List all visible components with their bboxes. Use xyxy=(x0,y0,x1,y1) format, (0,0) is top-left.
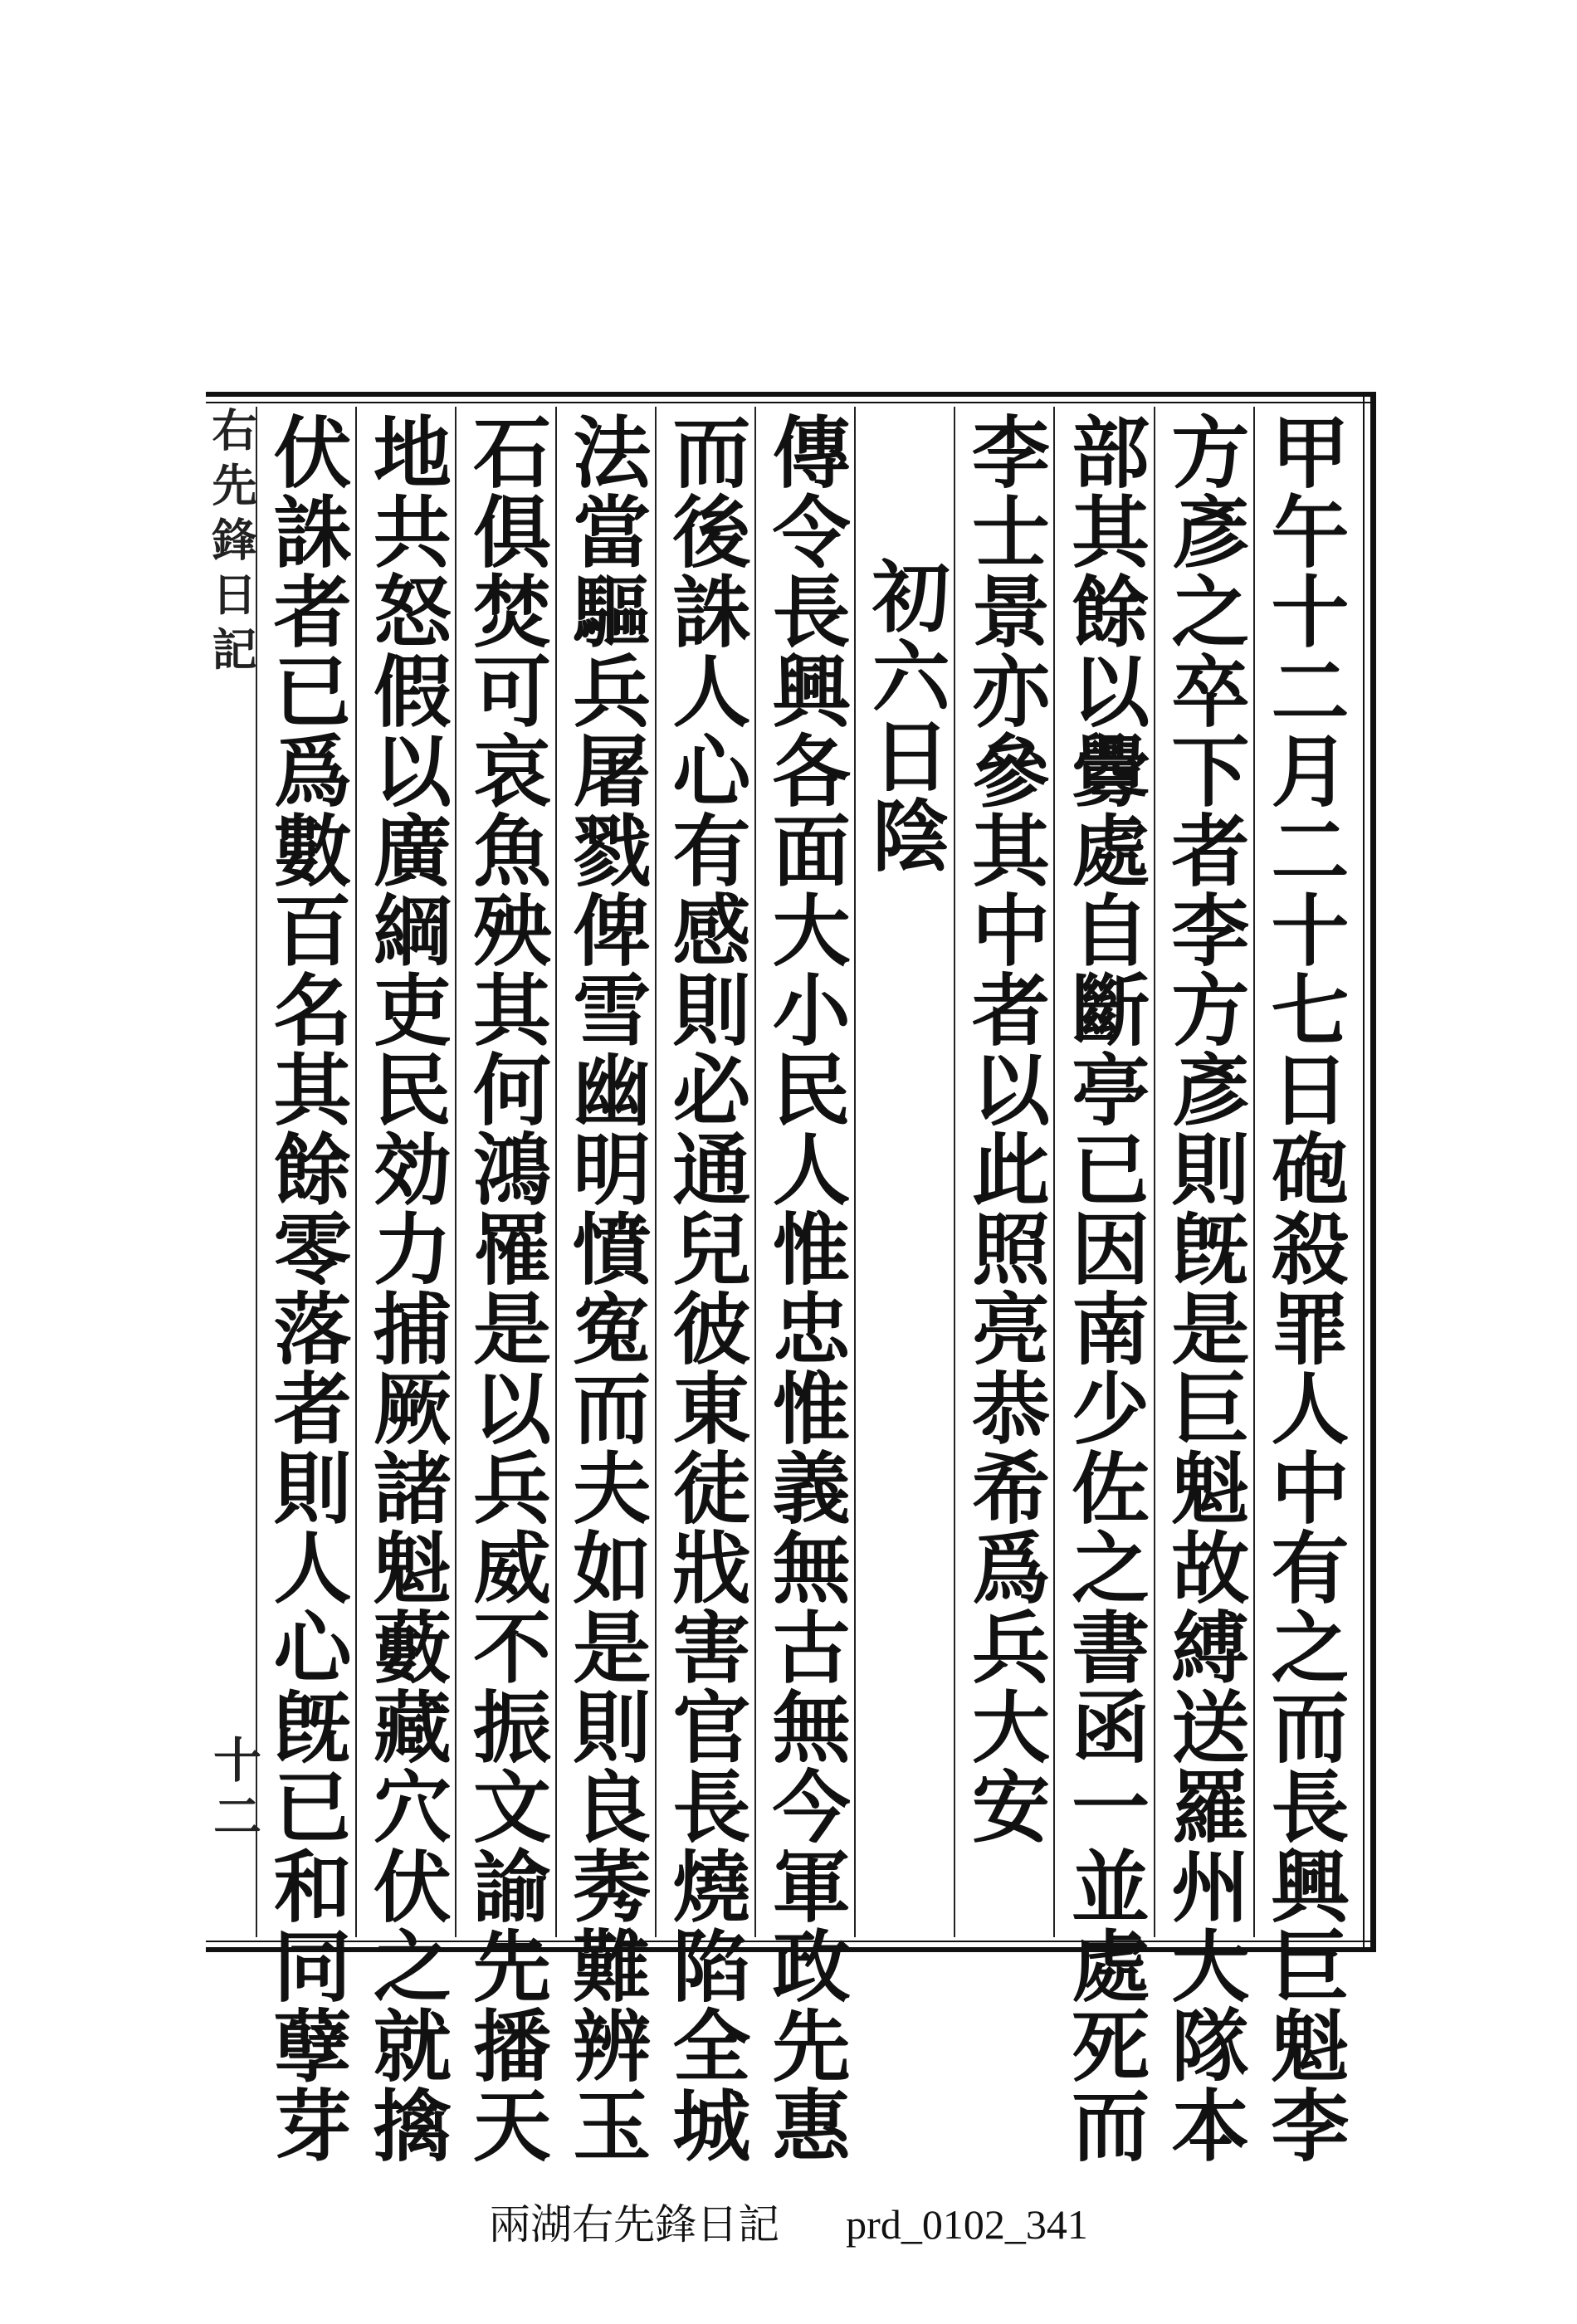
column-text: 伏誅者已爲數百名其餘零落者則人心旣已和同孽芽 xyxy=(260,412,352,2165)
gutter-page-number: 十二 xyxy=(205,1735,261,1848)
text-column xyxy=(1253,407,1353,2165)
right-border-inner xyxy=(1363,392,1365,1952)
column-heading-date: 初六日陰 xyxy=(858,556,950,875)
column-text: 石俱焚可哀魚殃其何鴻罹是以兵威不振文諭先播天 xyxy=(459,412,551,2165)
text-column xyxy=(1154,407,1253,2165)
column-text: 而後誅人心有感則必通兒彼東徒戕害官長燒陷全城 xyxy=(658,412,750,2165)
margin-gutter xyxy=(205,407,261,1937)
right-border xyxy=(1370,392,1376,1952)
column-text: 法當驅兵屠戮俾雪幽明憤寃而夫如是則良莠難辨玉 xyxy=(559,412,651,2165)
text-column xyxy=(754,407,854,2165)
top-border-inner xyxy=(206,402,1376,403)
column-text: 甲午十二月二十七日砲殺罪人中有之而長興巨魁李 xyxy=(1257,412,1349,2165)
top-border xyxy=(206,392,1376,397)
caption-title: 兩湖右先鋒日記 xyxy=(489,2201,780,2248)
column-text: 李士景亦參其中者以此照亮恭希爲兵大安 xyxy=(958,412,1050,1846)
text-column xyxy=(455,407,554,2165)
caption-id: prd_0102_341 xyxy=(846,2201,1088,2248)
text-column xyxy=(655,407,754,2165)
image-caption xyxy=(0,2191,1577,2251)
text-column xyxy=(355,407,455,2165)
text-column xyxy=(854,407,954,1937)
text-column xyxy=(1053,407,1153,2165)
column-text: 地共怒假以廣綱吏民効力捕厥諸魁藪藏穴伏之就擒 xyxy=(359,412,452,2165)
text-column xyxy=(555,407,655,2165)
column-text: 傳令長興各面大小民人惟忠惟義無古無今軍政先惠 xyxy=(759,412,851,2165)
text-column xyxy=(256,407,355,2165)
text-column xyxy=(954,407,1053,1937)
gutter-title: 右先鋒日記 xyxy=(205,407,258,681)
text-frame xyxy=(205,392,1376,2165)
text-columns xyxy=(256,407,1353,2165)
column-text: 方彥之卒下者李方彥則旣是巨魁故縛送羅州大隊本 xyxy=(1157,412,1249,2165)
column-text: 部其餘以釁處自斷亭已因南少佐之書函一並處死而 xyxy=(1057,412,1150,2165)
